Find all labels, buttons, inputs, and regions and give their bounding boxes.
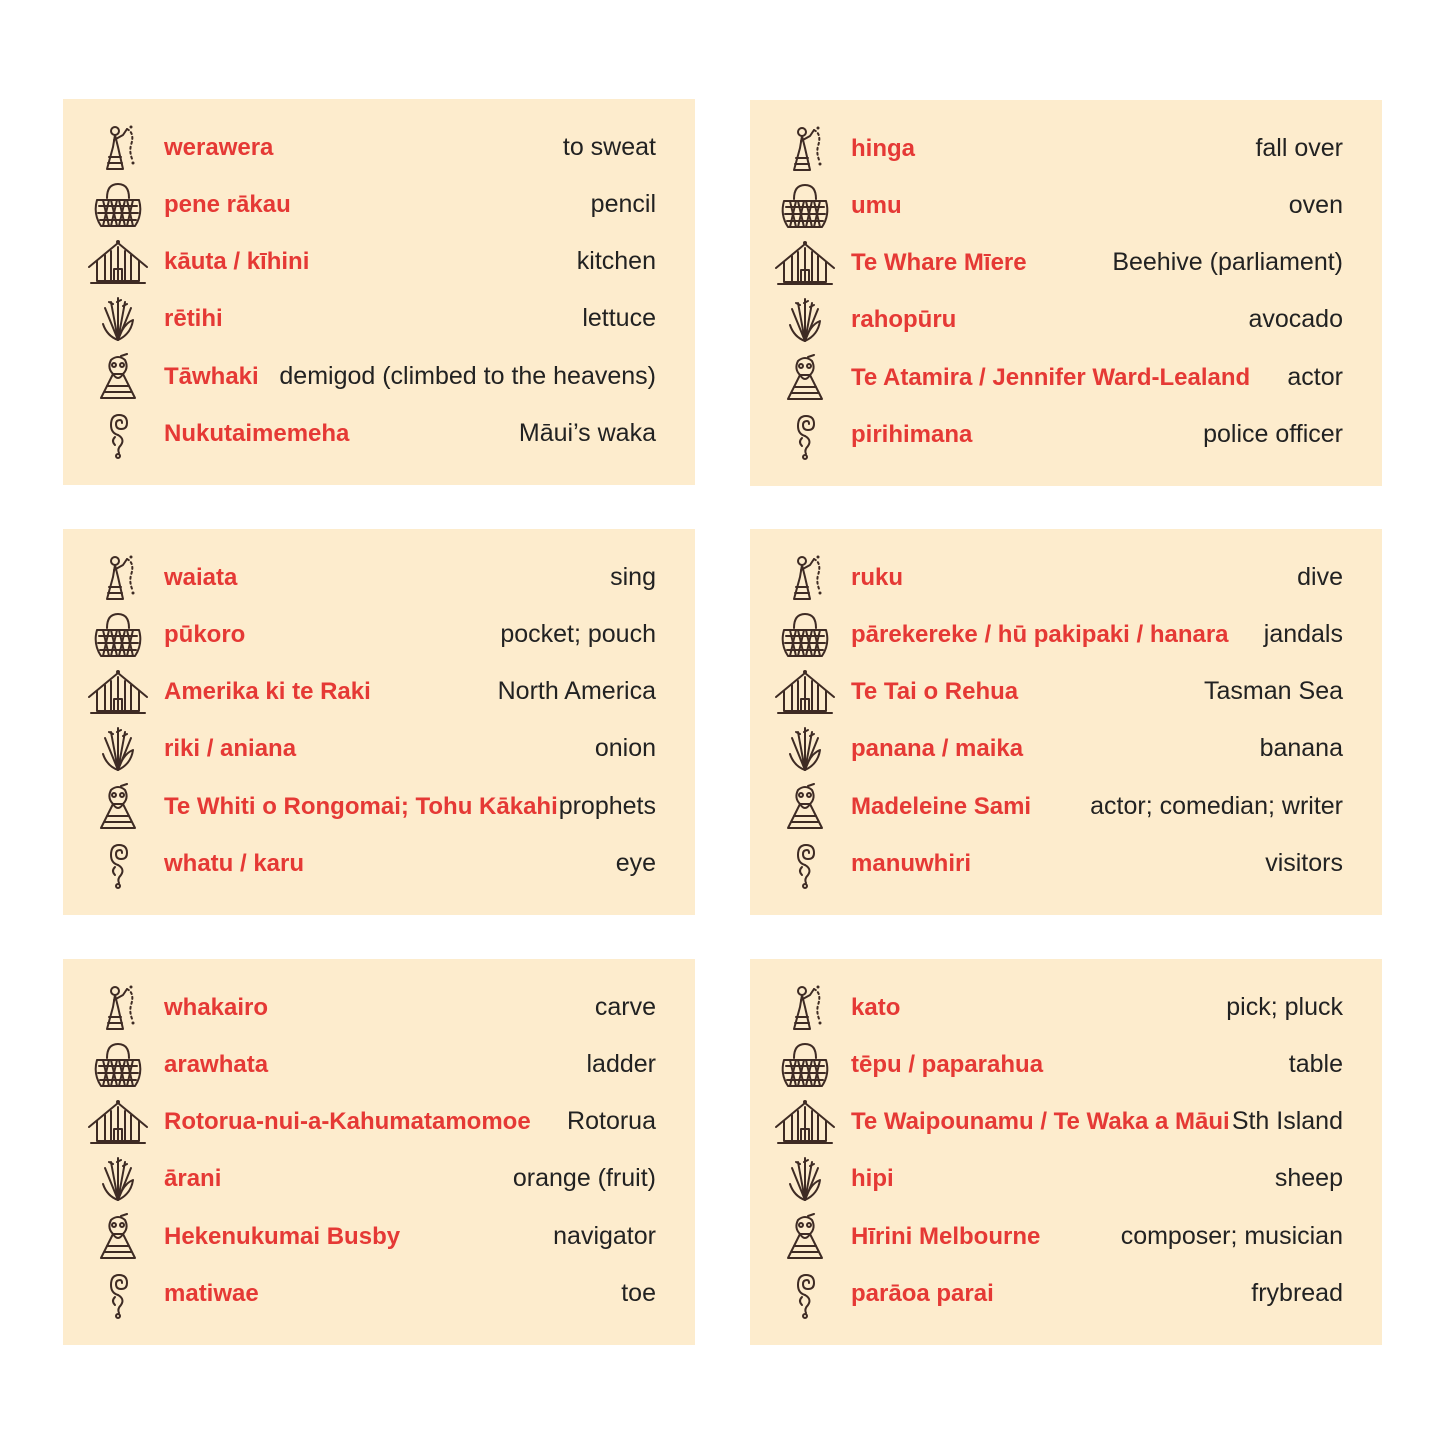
koru-spiral-icon bbox=[774, 839, 836, 889]
vocab-row bbox=[63, 233, 695, 290]
weaver-figure-icon bbox=[87, 123, 149, 173]
vocab-row bbox=[750, 1150, 1382, 1207]
carved-tiki-figure-icon bbox=[774, 782, 836, 832]
vocab-card-3 bbox=[63, 529, 695, 915]
english-meaning: toe bbox=[621, 1279, 656, 1307]
vocab-row bbox=[63, 1265, 695, 1322]
maori-word: Te Whiti o Rongomai; Tohu Kākahi bbox=[164, 793, 558, 820]
vocab-row bbox=[750, 234, 1382, 291]
vocab-row bbox=[750, 720, 1382, 777]
english-meaning: fall over bbox=[1255, 134, 1343, 162]
maori-word: Tāwhaki bbox=[164, 363, 259, 390]
english-meaning: North America bbox=[497, 677, 656, 705]
vocab-row bbox=[750, 1093, 1382, 1150]
weaver-figure-icon bbox=[87, 983, 149, 1033]
vocab-row bbox=[750, 177, 1382, 234]
maori-word: ārani bbox=[164, 1165, 222, 1192]
english-meaning: dive bbox=[1297, 563, 1343, 591]
english-meaning: lettuce bbox=[582, 304, 656, 332]
english-meaning: to sweat bbox=[562, 133, 656, 161]
maori-word: panana / maika bbox=[851, 735, 1024, 762]
maori-word: Hīrini Melbourne bbox=[851, 1223, 1041, 1250]
maori-word: manuwhiri bbox=[851, 850, 972, 877]
vocab-row bbox=[63, 979, 695, 1036]
english-meaning: Tasman Sea bbox=[1204, 677, 1343, 705]
wharenui-meeting-house-icon bbox=[774, 238, 836, 288]
english-meaning: demigod (climbed to the heavens) bbox=[279, 362, 656, 390]
vocab-row bbox=[63, 1208, 695, 1265]
maori-word: whatu / karu bbox=[164, 850, 305, 877]
english-meaning: oven bbox=[1288, 191, 1343, 219]
english-meaning: actor; comedian; writer bbox=[1090, 792, 1343, 820]
koru-spiral-icon bbox=[87, 1269, 149, 1319]
english-meaning: frybread bbox=[1251, 1279, 1343, 1307]
english-meaning: table bbox=[1288, 1050, 1343, 1078]
weaver-figure-icon bbox=[774, 124, 836, 174]
maori-word: arawhata bbox=[164, 1051, 269, 1078]
vocab-card-1 bbox=[63, 99, 695, 485]
vocab-row bbox=[63, 1093, 695, 1150]
maori-word: Amerika ki te Raki bbox=[164, 678, 371, 705]
vocab-card-2 bbox=[750, 100, 1382, 486]
vocab-row bbox=[63, 1036, 695, 1093]
woven-kete-basket-icon bbox=[87, 610, 149, 660]
maori-word: Rotorua-nui-a-Kahumatamomoe bbox=[164, 1108, 531, 1135]
english-meaning: sheep bbox=[1274, 1164, 1343, 1192]
english-meaning: police officer bbox=[1203, 420, 1343, 448]
english-meaning: Beehive (parliament) bbox=[1112, 248, 1343, 276]
maori-word: werawera bbox=[164, 134, 274, 161]
vocab-row bbox=[63, 663, 695, 720]
vocab-row bbox=[750, 549, 1382, 606]
vocab-row bbox=[750, 663, 1382, 720]
english-meaning: actor bbox=[1287, 363, 1343, 391]
carved-tiki-figure-icon bbox=[774, 353, 836, 403]
english-meaning: pocket; pouch bbox=[500, 620, 656, 648]
vocab-row bbox=[63, 405, 695, 462]
maori-word: pārekereke / hū pakipaki / hanara bbox=[851, 621, 1229, 648]
maori-word: riki / aniana bbox=[164, 735, 297, 762]
wharenui-meeting-house-icon bbox=[87, 1097, 149, 1147]
harakeke-flax-icon bbox=[774, 295, 836, 345]
carved-tiki-figure-icon bbox=[774, 1212, 836, 1262]
woven-kete-basket-icon bbox=[774, 610, 836, 660]
vocab-row bbox=[750, 778, 1382, 835]
maori-word: pene rākau bbox=[164, 191, 291, 218]
maori-word: pūkoro bbox=[164, 621, 246, 648]
english-meaning: sing bbox=[610, 563, 656, 591]
vocab-row bbox=[750, 1036, 1382, 1093]
english-meaning: jandals bbox=[1263, 620, 1343, 648]
vocab-row bbox=[63, 606, 695, 663]
vocab-row bbox=[63, 835, 695, 892]
vocab-row bbox=[750, 979, 1382, 1036]
english-meaning: Rotorua bbox=[567, 1107, 656, 1135]
maori-word: Te Waipounamu / Te Waka a Māui bbox=[851, 1108, 1230, 1135]
harakeke-flax-icon bbox=[774, 1154, 836, 1204]
harakeke-flax-icon bbox=[87, 1154, 149, 1204]
english-meaning: Māui’s waka bbox=[518, 419, 656, 447]
maori-word: umu bbox=[851, 192, 902, 219]
maori-word: matiwae bbox=[164, 1280, 259, 1307]
vocab-row bbox=[750, 406, 1382, 463]
maori-word: Madeleine Sami bbox=[851, 793, 1032, 820]
carved-tiki-figure-icon bbox=[87, 352, 149, 402]
harakeke-flax-icon bbox=[774, 724, 836, 774]
carved-tiki-figure-icon bbox=[87, 782, 149, 832]
maori-word: kāuta / kīhini bbox=[164, 248, 310, 275]
weaver-figure-icon bbox=[774, 553, 836, 603]
english-meaning: kitchen bbox=[576, 247, 656, 275]
vocab-card-5 bbox=[63, 959, 695, 1345]
vocab-card-4 bbox=[750, 529, 1382, 915]
maori-word: hipi bbox=[851, 1165, 894, 1192]
koru-spiral-icon bbox=[87, 839, 149, 889]
vocab-row bbox=[63, 1150, 695, 1207]
vocab-row bbox=[63, 720, 695, 777]
woven-kete-basket-icon bbox=[87, 1040, 149, 1090]
vocab-row bbox=[63, 549, 695, 606]
english-meaning: navigator bbox=[553, 1222, 656, 1250]
maori-word: rētihi bbox=[164, 305, 223, 332]
maori-word: Te Atamira / Jennifer Ward-Lealand bbox=[851, 364, 1251, 391]
english-meaning: orange (fruit) bbox=[512, 1164, 656, 1192]
vocab-row bbox=[750, 349, 1382, 406]
vocab-row bbox=[750, 1208, 1382, 1265]
english-meaning: ladder bbox=[586, 1050, 656, 1078]
woven-kete-basket-icon bbox=[774, 181, 836, 231]
wharenui-meeting-house-icon bbox=[774, 1097, 836, 1147]
english-meaning: banana bbox=[1259, 734, 1343, 762]
vocab-row bbox=[750, 120, 1382, 177]
koru-spiral-icon bbox=[87, 409, 149, 459]
maori-word: Nukutaimemeha bbox=[164, 420, 350, 447]
english-meaning: composer; musician bbox=[1120, 1222, 1343, 1250]
vocab-row bbox=[63, 290, 695, 347]
vocab-row bbox=[63, 348, 695, 405]
vocab-row bbox=[63, 119, 695, 176]
carved-tiki-figure-icon bbox=[87, 1212, 149, 1262]
english-meaning: pick; pluck bbox=[1226, 993, 1343, 1021]
wharenui-meeting-house-icon bbox=[87, 667, 149, 717]
vocab-row bbox=[750, 1265, 1382, 1322]
woven-kete-basket-icon bbox=[774, 1040, 836, 1090]
english-meaning: visitors bbox=[1265, 849, 1343, 877]
english-meaning: pencil bbox=[590, 190, 656, 218]
maori-word: hinga bbox=[851, 135, 915, 162]
wharenui-meeting-house-icon bbox=[774, 667, 836, 717]
vocab-card-6 bbox=[750, 959, 1382, 1345]
weaver-figure-icon bbox=[87, 553, 149, 603]
maori-word: pirihimana bbox=[851, 421, 973, 448]
koru-spiral-icon bbox=[774, 410, 836, 460]
vocab-row bbox=[750, 835, 1382, 892]
maori-word: whakairo bbox=[164, 994, 269, 1021]
harakeke-flax-icon bbox=[87, 294, 149, 344]
maori-word: Hekenukumai Busby bbox=[164, 1223, 401, 1250]
english-meaning: carve bbox=[594, 993, 656, 1021]
maori-word: kato bbox=[851, 994, 901, 1021]
harakeke-flax-icon bbox=[87, 724, 149, 774]
weaver-figure-icon bbox=[774, 983, 836, 1033]
maori-word: ruku bbox=[851, 564, 904, 591]
maori-word: rahopūru bbox=[851, 306, 957, 333]
english-meaning: onion bbox=[594, 734, 656, 762]
vocab-row bbox=[63, 778, 695, 835]
maori-word: parāoa parai bbox=[851, 1280, 994, 1307]
koru-spiral-icon bbox=[774, 1269, 836, 1319]
vocab-row bbox=[750, 606, 1382, 663]
english-meaning: eye bbox=[615, 849, 656, 877]
english-meaning: prophets bbox=[558, 792, 656, 820]
english-meaning: Sth Island bbox=[1231, 1107, 1343, 1135]
maori-word: waiata bbox=[164, 564, 238, 591]
maori-word: Te Whare Mīere bbox=[851, 249, 1027, 276]
maori-word: Te Tai o Rehua bbox=[851, 678, 1019, 705]
woven-kete-basket-icon bbox=[87, 180, 149, 230]
english-meaning: avocado bbox=[1248, 305, 1343, 333]
wharenui-meeting-house-icon bbox=[87, 237, 149, 287]
vocab-row bbox=[63, 176, 695, 233]
maori-word: tēpu / paparahua bbox=[851, 1051, 1044, 1078]
vocab-row bbox=[750, 291, 1382, 348]
